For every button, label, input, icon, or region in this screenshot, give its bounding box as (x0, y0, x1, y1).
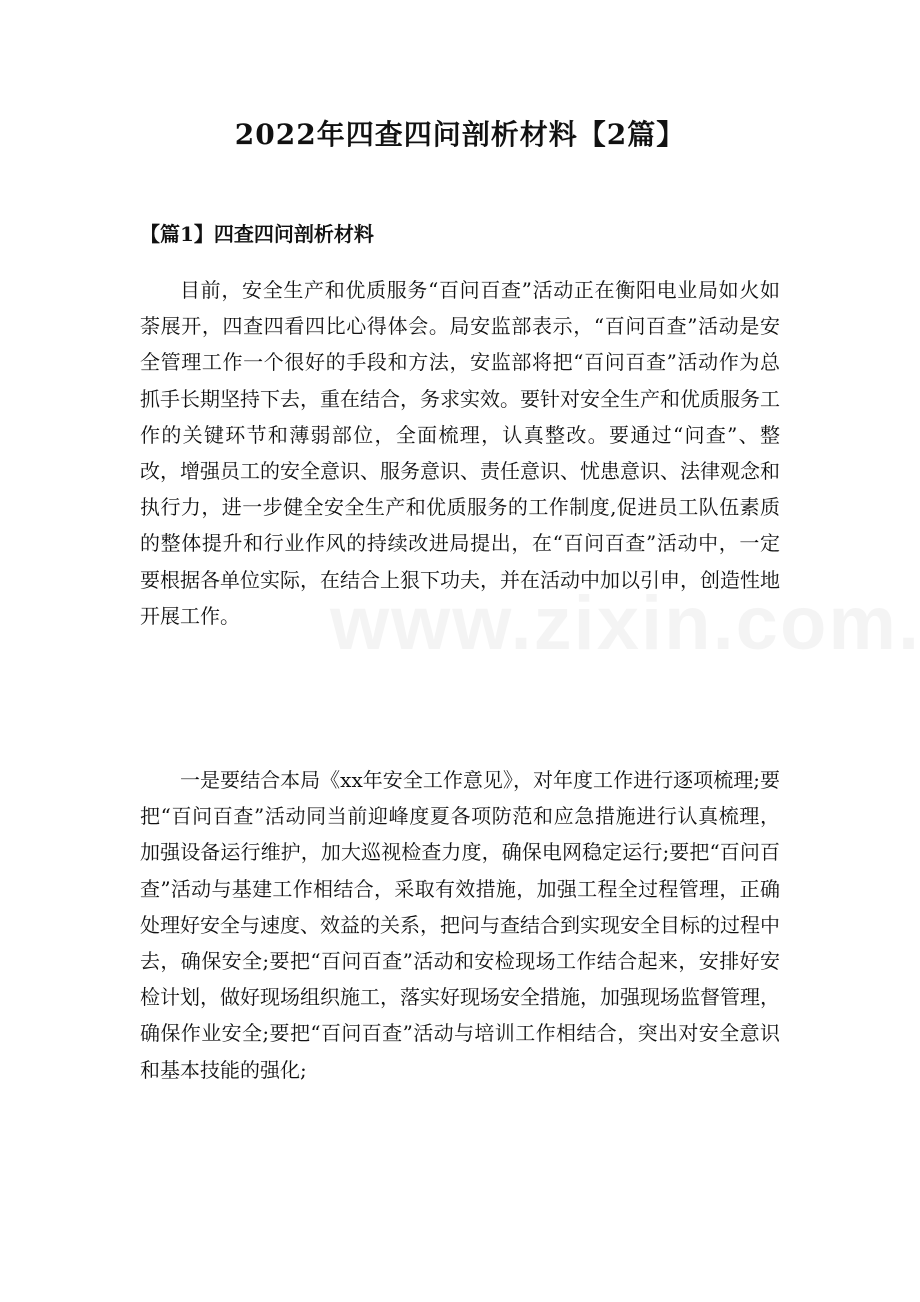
section-heading: 【篇1】四查四问剖析材料 (140, 222, 374, 246)
document-title: 2022年四查四问剖析材料【2篇】 (234, 118, 686, 151)
body-paragraph-1: 目前，安全生产和优质服务“百问百查”活动正在衡阳电业局如火如荼展开，四查四看四比心得体会。局安监部表示，“百问百查”活动是安全管理工作一个很好的手段和方法，安监部将把“百问百查”活动作为总抓手长期坚持下去，重在结合，务求实效。要针对安全生产和优质服务工作的关键环节和薄弱部位，全面梳理，认真整改。要通过“问查”、整改，增强员工的安全意识、服务意识、责任意识、忧患意识、法律观念和执行力，进一步健全安全生产和优质服务的工作制度,促进员工队伍素质的整体提升和行业作风的持续改进局提出，在“百问百查”活动中，一定要根据各单位实际，在结合上狠下功夫，并在活动中加以引申，创造性地开展工作。 (140, 278, 780, 628)
body-paragraph-2: 一是要结合本局《xx年安全工作意见》，对年度工作进行逐项梳理;要把“百问百查”活动同当前迎峰度夏各项防范和应急措施进行认真梳理，加强设备运行维护，加大巡视检查力度，确保电网稳定运行;要把“百问百查”活动与基建工作相结合，采取有效措施，加强工程全过程管理，正确处理好安全与速度、效益的关系，把问与查结合到实现安全目标的过程中去，确保安全;要把“百问百查”活动和安检现场工作结合起来，安排好安检计划，做好现场组织施工，落实好现场安全措施，加强现场监督管理，确保作业安全;要把“百问百查”活动与培训工作相结合，突出对安全意识和基本技能的强化; (140, 768, 780, 1082)
